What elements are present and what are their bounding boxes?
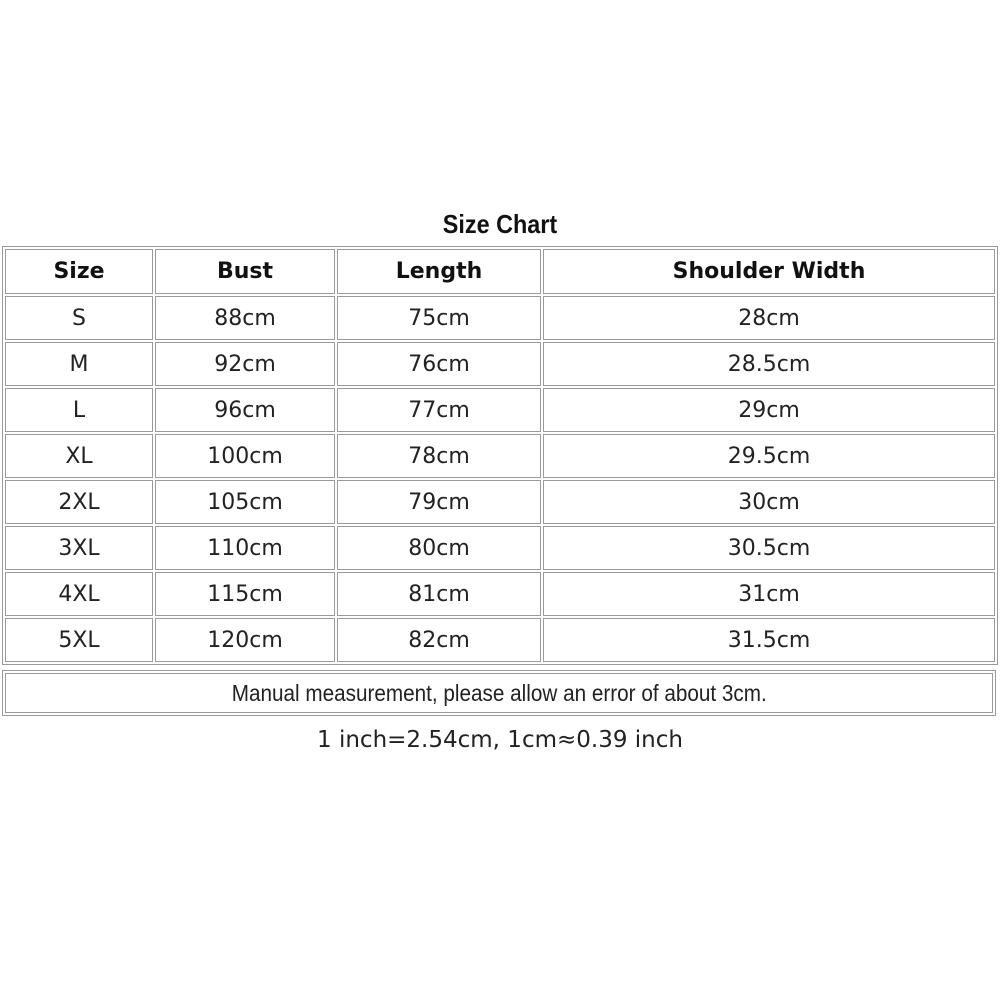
cell-bust: 120cm — [155, 618, 335, 662]
table-header-row — [5, 249, 995, 294]
cell-length: 81cm — [337, 572, 541, 616]
table-row — [5, 618, 995, 662]
header-size: Size — [5, 249, 153, 294]
cell-length: 78cm — [337, 434, 541, 478]
cell-bust: 92cm — [155, 342, 335, 386]
header-shoulder-width: Shoulder Width — [543, 249, 995, 294]
table-row — [5, 572, 995, 616]
cell-size: S — [5, 296, 153, 340]
table-row — [5, 342, 995, 386]
table-row — [5, 480, 995, 524]
table-row — [5, 434, 995, 478]
cell-bust: 100cm — [155, 434, 335, 478]
cell-size: 5XL — [5, 618, 153, 662]
cell-length: 75cm — [337, 296, 541, 340]
cell-bust: 110cm — [155, 526, 335, 570]
cell-shoulder-width: 29.5cm — [543, 434, 995, 478]
cell-size: XL — [5, 434, 153, 478]
cell-length: 76cm — [337, 342, 541, 386]
header-length: Length — [337, 249, 541, 294]
cell-shoulder-width: 31.5cm — [543, 618, 995, 662]
cell-bust: 96cm — [155, 388, 335, 432]
measurement-note-box — [2, 670, 996, 716]
cell-length: 77cm — [337, 388, 541, 432]
cell-length: 82cm — [337, 618, 541, 662]
page-title: Size Chart — [442, 209, 558, 239]
cell-size: 4XL — [5, 572, 153, 616]
cell-shoulder-width: 29cm — [543, 388, 995, 432]
table-row — [5, 526, 995, 570]
cell-shoulder-width: 28.5cm — [543, 342, 995, 386]
size-chart-table — [2, 246, 998, 665]
cell-size: 3XL — [5, 526, 153, 570]
cell-bust: 105cm — [155, 480, 335, 524]
cell-bust: 88cm — [155, 296, 335, 340]
measurement-note: Manual measurement, please allow an error of about 3cm. — [231, 679, 767, 706]
cell-bust: 115cm — [155, 572, 335, 616]
cell-length: 80cm — [337, 526, 541, 570]
unit-conversion-note: 1 inch=2.54cm, 1cm≈0.39 inch — [317, 727, 683, 753]
cell-size: M — [5, 342, 153, 386]
cell-size: 2XL — [5, 480, 153, 524]
table-row — [5, 388, 995, 432]
cell-shoulder-width: 30cm — [543, 480, 995, 524]
cell-shoulder-width: 31cm — [543, 572, 995, 616]
header-bust: Bust — [155, 249, 335, 294]
cell-size: L — [5, 388, 153, 432]
cell-shoulder-width: 30.5cm — [543, 526, 995, 570]
cell-length: 79cm — [337, 480, 541, 524]
table-row — [5, 296, 995, 340]
cell-shoulder-width: 28cm — [543, 296, 995, 340]
